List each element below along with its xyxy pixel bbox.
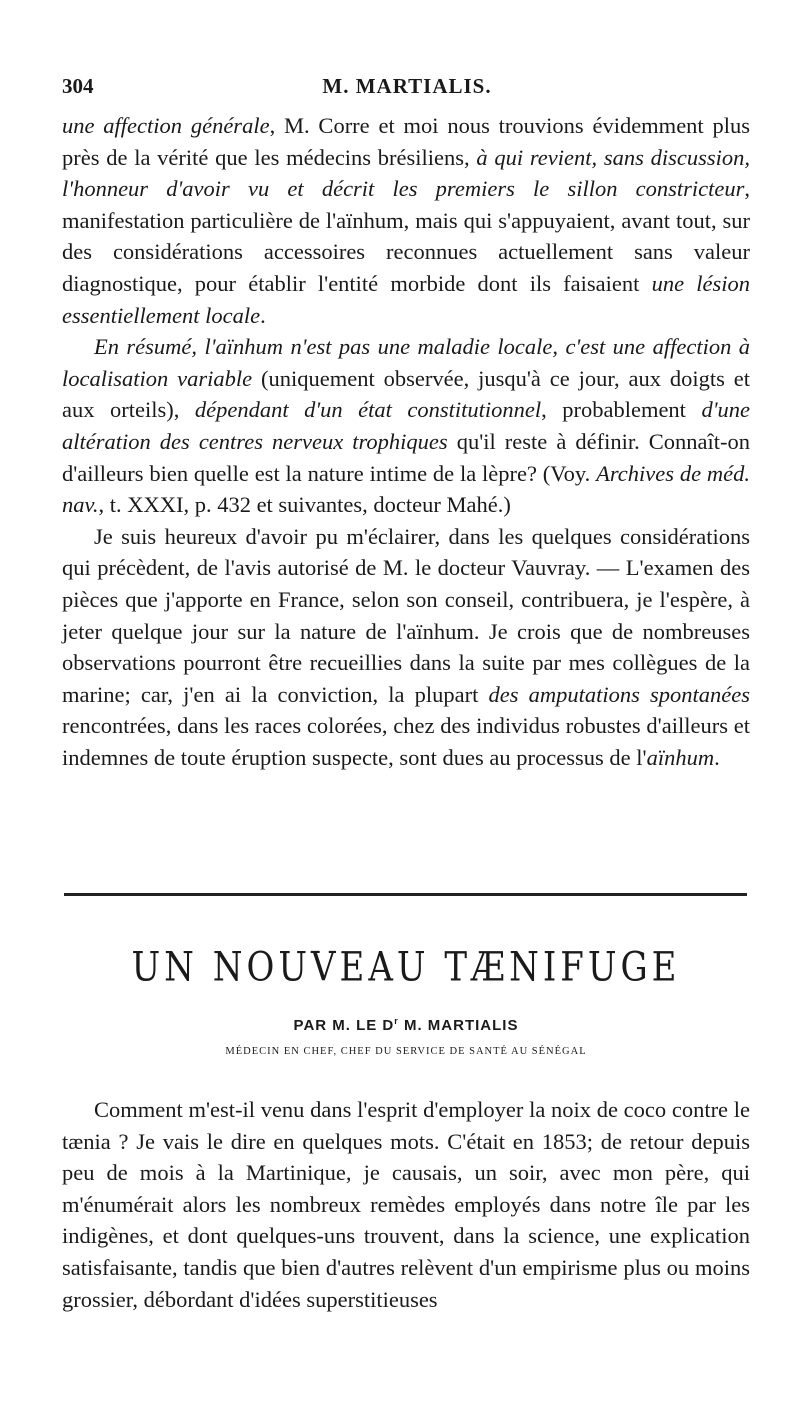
text-run: rencontrées, dans les races colorées, chez des individus robustes d'ailleurs et indemnes de toute éruption suspecte, sont dues au processus de l' <box>62 713 750 770</box>
text-run: , manifestation particulière de l'aïnhum, mais qui s'appuyaient, avant tout, sur des considérations accessoires reconnues actuellement sans valeur diagnostique, pour établir l'entité morbide dont ils faisaient <box>62 176 750 296</box>
italic-phrase: à qui revient, sans discussion, l'honneur d'avoir vu et décrit les premiers le sillon constricteur <box>62 144 750 202</box>
italic-phrase: une lésion essentiellement locale <box>62 270 750 328</box>
italic-phrase: d'une altération des centres nerveux trophiques <box>62 397 750 454</box>
section-divider <box>64 893 747 896</box>
page-number: 304 <box>62 74 94 98</box>
previous-article-conclusion <box>62 110 750 773</box>
text-run: , t. XXXI, p. 432 et suivantes, docteur Mahé.) <box>98 492 511 518</box>
article-body <box>62 1094 750 1315</box>
text-run: , M. Corre et moi nous trouvions évidemment plus près de la vérité que les médecins brésiliens, <box>62 113 750 170</box>
text-run: . <box>260 302 266 328</box>
author-name: M. MARTIALIS <box>398 1017 519 1034</box>
paragraph-continuation <box>62 110 750 331</box>
text-run: Je suis heureux d'avoir pu m'éclairer, dans les quelques considérations qui précèdent, de l'avis autorisé de M. le docteur Vauvray. — L'examen des pièces que j'apporte en France, selon son conseil, contribuera, je l'espère, à jeter quelque jour sur la nature de l'aïnhum. Je crois que de nombreuses observations pourront être recueillies dans la suite par mes collègues de la marine; car, j'en ai la conviction, la plupart <box>62 523 750 707</box>
byline-prefix: PAR M. LE D <box>293 1017 395 1034</box>
author-affiliation: MÉDECIN EN CHEF, CHEF DU SERVICE DE SANTÉ AU SÉNÉGAL <box>225 1046 587 1057</box>
running-title: M. MARTIALIS. <box>322 74 492 98</box>
text-run: qu'il reste à définir. Connaît-on d'ailleurs bien quelle est la nature intime de la lèpre? (Voy. <box>62 428 750 486</box>
text-run: . <box>714 744 720 770</box>
byline-superscript: r <box>394 1016 399 1026</box>
paragraph-summary <box>62 331 750 521</box>
running-header <box>62 74 752 104</box>
text-run: (uniquement observée, jusqu'à ce jour, aux doigts et aux orteils), <box>62 365 750 423</box>
italic-phrase: aïnhum <box>646 744 715 770</box>
italic-phrase: une affection générale <box>62 113 270 138</box>
article-title: UN NOUVEAU TÆNIFUGE <box>131 944 681 992</box>
opening-paragraph: Comment m'est-il venu dans l'esprit d'employer la noix de coco contre le tænia ? Je vais le dire en quelques mots. C'était en 1853; de retour depuis peu de mois à la Martinique, je causais, un soir, avec mon père, qui m'énumérait alors les nombreux remèdes employés dans notre île par les indigènes, et dont quelques-uns trouvent, dans la science, une explication satisfaisante, tandis que bien d'autres relèvent d'un empirisme plus ou moins grossier, débordant d'idées superstitieuses <box>62 1097 750 1312</box>
italic-phrase: En résumé, l'aïnhum n'est pas une maladie locale, c'est une affection à localisation variable <box>62 334 750 391</box>
italic-phrase: dépendant d'un état constitutionnel <box>194 397 542 423</box>
italic-citation: Archives de méd. nav. <box>62 460 750 518</box>
italic-phrase: des amputations spontanées <box>488 681 750 707</box>
author-byline <box>62 1016 750 1034</box>
text-run: , probablement <box>541 397 702 423</box>
paragraph-closing <box>62 521 750 774</box>
